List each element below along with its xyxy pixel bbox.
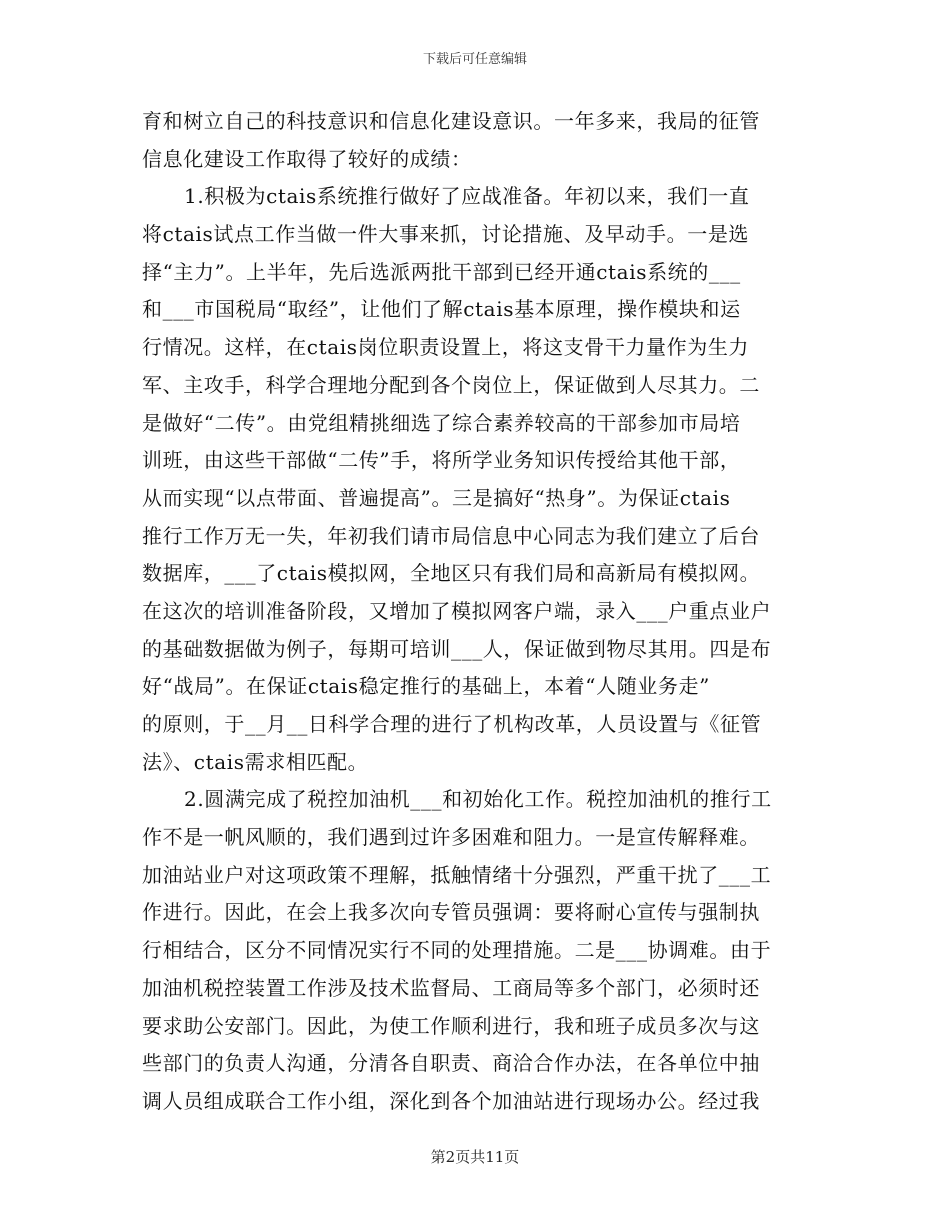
text-line: 训班，由这些干部做“二传”手，将所学业务知识传授给其他干部， [142, 448, 741, 473]
text-line: 将ctais试点工作当做一件大事来抓，讨论措施、及早动手。一是选 [142, 222, 750, 247]
text-line: 作不是一帆风顺的，我们遇到过许多困难和阻力。一是宣传解释难。 [142, 825, 760, 850]
text-line: 数据库，___了ctais模拟网，全地区只有我们局和高新局有模拟网。 [142, 561, 761, 586]
text-line: 在这次的培训准备阶段，又增加了模拟网客户端，录入___户重点业户 [142, 598, 772, 623]
text-line: 推行工作万无一失，年初我们请市局信息中心同志为我们建立了后台 [142, 523, 760, 548]
page-number: 第2页共11页 [430, 1148, 520, 1166]
text-line: 行相结合，区分不同情况实行不同的处理措施。二是___协调难。由于 [142, 938, 772, 963]
text-line: 从而实现“以点带面、普遍提高”。三是搞好“热身”。为保证ctais [142, 485, 731, 510]
paragraph-start-line: 1.积极为ctais系统推行做好了应战准备。年初以来，我们一直 [184, 184, 750, 209]
text-line: 是做好“二传”。由党组精挑细选了综合素养较高的干部参加市局培 [142, 410, 741, 435]
text-line: 信息化建设工作取得了较好的成绩： [142, 146, 472, 171]
document-body [142, 103, 812, 1121]
text-line: 的原则，于__月__日科学合理的进行了机构改革，人员设置与《征管 [142, 712, 762, 736]
text-line: 的基础数据做为例子，每期可培训___人，保证做到物尽其用。四是布 [142, 636, 772, 661]
text-line: 要求助公安部门。因此，为使工作顺利进行，我和班子成员多次与这 [142, 1013, 760, 1038]
page-header: 下载后可任意编辑 [422, 52, 527, 67]
text-line: 加油站业户对这项政策不理解，抵触情绪十分强烈，严重干扰了___工 [142, 862, 772, 887]
text-line: 加油机税控装置工作涉及技术监督局、工商局等多个部门，必须时还 [142, 975, 760, 1000]
text-line: 育和树立自己的科技意识和信息化建设意识。一年多来，我局的征管 [142, 109, 760, 133]
text-line: 择“主力”。上半年，先后选派两批干部到已经开通ctais系统的___ [142, 259, 741, 284]
text-line: 军、主攻手，科学合理地分配到各个岗位上，保证做到人尽其力。二 [142, 372, 760, 397]
text-line: 调人员组成联合工作小组，深化到各个加油站进行现场办公。经过我 [142, 1088, 760, 1113]
text-line: 些部门的负责人沟通，分清各自职责、商洽合作办法，在各单位中抽 [142, 1051, 760, 1076]
paragraph-start-line: 2.圆满完成了税控加油机___和初始化工作。税控加油机的推行工 [184, 787, 772, 812]
text-line: 法》、ctais需求相匹配。 [142, 749, 369, 774]
text-line: 行情况。这样，在ctais岗位职责设置上，将这支骨干力量作为生力 [142, 335, 750, 360]
text-line: 和___市国税局“取经”，让他们了解ctais基本原理，操作模块和运 [142, 297, 741, 322]
text-line: 作进行。因此，在会上我多次向专管员强调：要将耐心宣传与强制执 [142, 900, 760, 925]
text-line: 好“战局”。在保证ctais稳定推行的基础上，本着“人随业务走” [142, 674, 710, 699]
